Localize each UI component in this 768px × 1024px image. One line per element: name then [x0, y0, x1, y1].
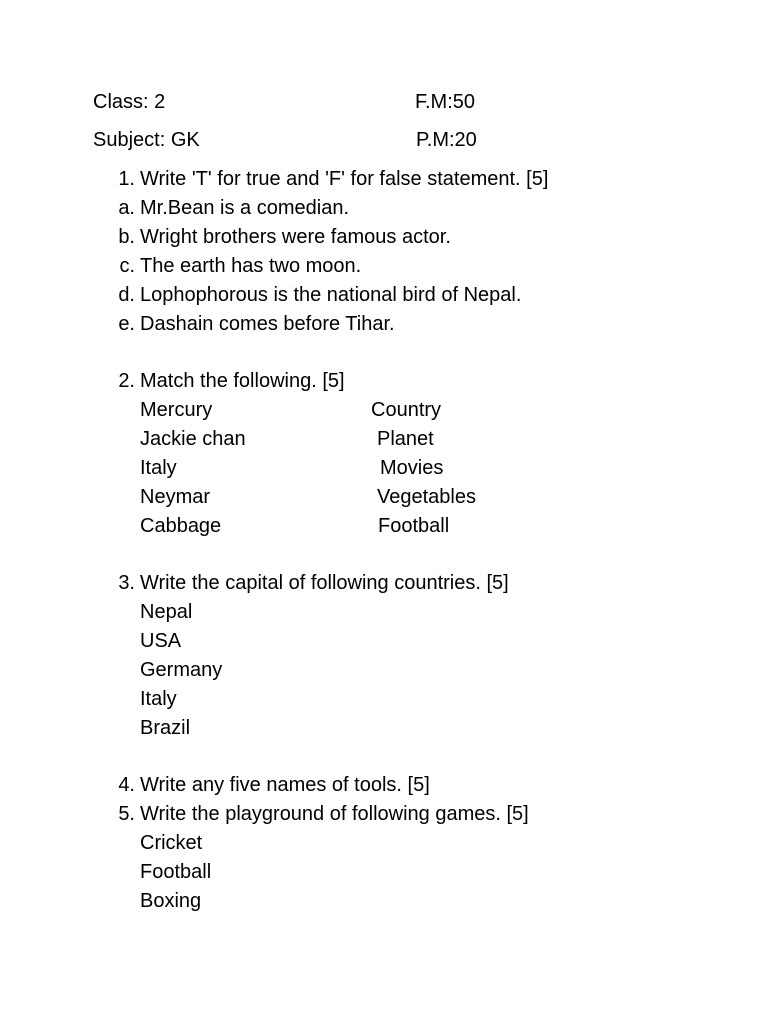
- q1-item-marker: b.: [118, 226, 135, 248]
- match-left-item: Mercury: [140, 399, 213, 421]
- match-right-item: Country: [371, 399, 442, 421]
- class-label: Class: 2: [93, 91, 166, 113]
- match-left-item: Italy: [140, 457, 177, 479]
- q1-number: 1.: [118, 168, 135, 190]
- q4-number: 4.: [118, 774, 135, 796]
- q1-item-marker: d.: [118, 284, 135, 306]
- match-right-item: Planet: [377, 428, 434, 450]
- match-left-item: Cabbage: [140, 515, 222, 537]
- q1-item-text: Wright brothers were famous actor.: [140, 226, 451, 248]
- q1-item-marker: a.: [118, 197, 135, 219]
- q1-item-marker: e.: [118, 313, 135, 335]
- match-left-item: Jackie chan: [140, 428, 246, 450]
- q3-number: 3.: [118, 572, 135, 594]
- q2-title: Match the following. [5]: [140, 370, 345, 392]
- subject-label: Subject: GK: [93, 129, 200, 151]
- q1-title: Write 'T' for true and 'F' for false statement. [5]: [140, 168, 549, 190]
- match-right-item: Football: [378, 515, 450, 537]
- q1-item-text: The earth has two moon.: [140, 255, 362, 277]
- q3-item: Germany: [140, 659, 223, 681]
- q5-item: Boxing: [140, 890, 202, 912]
- q3-item: USA: [140, 630, 182, 652]
- q1-item-text: Mr.Bean is a comedian.: [140, 197, 349, 219]
- q5-number: 5.: [118, 803, 135, 825]
- q3-item: Nepal: [140, 601, 193, 623]
- q3-title: Write the capital of following countries. [5]: [140, 572, 509, 594]
- q5-item: Cricket: [140, 832, 203, 854]
- q1-item-text: Lophophorous is the national bird of Nepal.: [140, 284, 522, 306]
- pass-marks: P.M:20: [416, 129, 477, 151]
- match-right-item: Vegetables: [377, 486, 476, 508]
- full-marks: F.M:50: [415, 91, 476, 113]
- match-right-item: Movies: [380, 457, 444, 479]
- q1-item-marker: c.: [119, 255, 135, 277]
- q2-number: 2.: [118, 370, 135, 392]
- q3-item: Brazil: [140, 717, 191, 739]
- q5-item: Football: [140, 861, 212, 883]
- q1-item-text: Dashain comes before Tihar.: [140, 313, 395, 335]
- match-left-item: Neymar: [140, 486, 211, 508]
- q5-title: Write the playground of following games. [5]: [140, 803, 529, 825]
- q3-item: Italy: [140, 688, 177, 710]
- q4-title: Write any five names of tools. [5]: [140, 774, 430, 796]
